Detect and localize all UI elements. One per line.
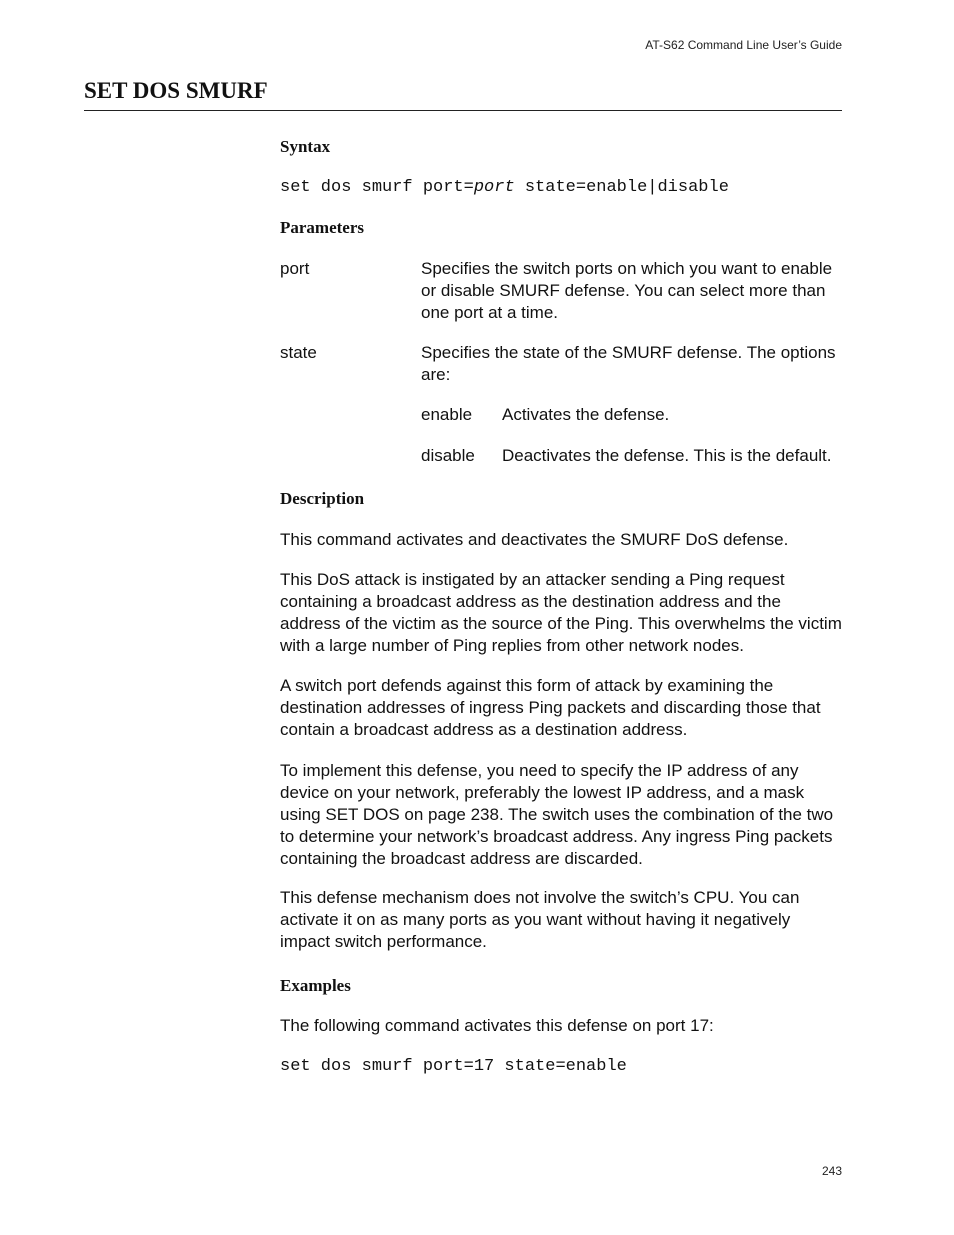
param-name-port: port xyxy=(280,259,310,278)
syntax-command xyxy=(280,178,729,197)
example-command: set dos smurf port=17 state=enable xyxy=(280,1057,627,1076)
page-title: SET DOS SMURF xyxy=(84,78,268,103)
option-name-enable: enable xyxy=(421,405,473,424)
page-number: 243 xyxy=(821,1164,842,1178)
running-header: AT-S62 Command Line User’s Guide xyxy=(645,38,842,52)
param-desc-state: Specifies the state of the SMURF defense. The options are: xyxy=(421,343,836,384)
description-heading: Description xyxy=(280,489,365,508)
option-desc-disable: Deactivates the defense. This is the default. xyxy=(502,446,832,465)
description-paragraph: This command activates and deactivates the SMURF DoS defense. xyxy=(280,530,789,549)
syntax-command-prefix: set dos smurf port= xyxy=(280,178,474,197)
description-paragraph: To implement this defense, you need to specify the IP address of any device on your network, preferably the lowest IP address, and a mask using SET DOS on page 238. The switch uses the combination of the two to determine your network’s broadcast address. Any ingress Ping packets containing the broadcast address are discarded. xyxy=(280,761,834,868)
param-name-state: state xyxy=(280,343,317,362)
syntax-command-param: port xyxy=(473,178,515,197)
description-paragraph: This defense mechanism does not involve the switch’s CPU. You can activate it on as many ports as you want without having it negatively impact switch performance. xyxy=(280,888,800,951)
title-rule xyxy=(84,110,842,111)
param-desc-port: Specifies the switch ports on which you want to enable or disable SMURF defense. You can select more than one port at a time. xyxy=(421,259,833,322)
option-name-disable: disable xyxy=(421,446,475,465)
description-paragraph: A switch port defends against this form of attack by examining the destination addresses of ingress Ping packets and discarding those that contain a broadcast address as a destination address. xyxy=(280,676,821,739)
examples-intro: The following command activates this defense on port 17: xyxy=(280,1016,714,1035)
syntax-heading: Syntax xyxy=(280,137,331,156)
description-paragraph: This DoS attack is instigated by an attacker sending a Ping request containing a broadcast address as the destination address and the address of the victim as the source of the Ping. This overwhelms the victim with a large number of Ping replies from other network nodes. xyxy=(280,570,842,655)
parameters-heading: Parameters xyxy=(280,218,365,237)
syntax-command-suffix: state=enable|disable xyxy=(514,178,729,197)
option-desc-enable: Activates the defense. xyxy=(502,405,670,424)
examples-heading: Examples xyxy=(280,976,351,995)
